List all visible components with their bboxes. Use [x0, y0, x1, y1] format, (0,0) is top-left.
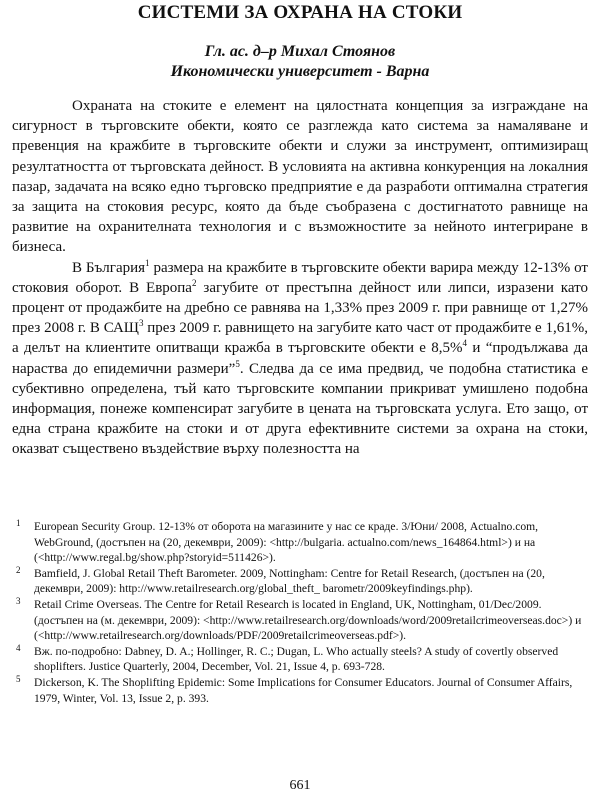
footnote-marker: 5: [235, 358, 240, 369]
footnote-number: 1: [16, 518, 21, 528]
footnote-text: Bamfield, J. Global Retail Theft Barometer. 2009, Nottingham: Centre for Retail Research, (достъпен на (20, декември, 2009): http://www.retailresearch.org/global_theft_ barometr/2009keyfindings.php).: [34, 566, 545, 596]
paragraph-text: размера на кражбите в търговските обекти варира между 12-13% от стоковия оборот. В Европа: [12, 259, 588, 296]
footnote-text: Вж. по-подробно: Dabney, D. A.; Hollinger, R. C.; Dugan, L. Who actually steels? A study of covertly observed shoplifters. Justice Quarterly, 2004, December, Vol. 21, Issue 4, p. 693-728.: [34, 644, 559, 674]
paragraph-text: В България: [72, 259, 146, 276]
author-name: Гл. ас. д–р Михал Стоянов: [204, 43, 396, 60]
footnote: [12, 597, 588, 644]
footnote-text: Retail Crime Overseas. The Centre for Retail Research is located in England, UK, Nottingham, 01/Dec/2009. (достъпен на (м. декември, 2009): <http://www.retailresearch.org/downloads/word/2009retailcrimeoverseas.doc>) и (<http://www.retailresearch.org/downloads/PDF/2009retailcrimeoverseas.pdf>).: [34, 597, 582, 643]
footnote-text: European Security Group. 12-13% от оборота на магазините у нас се краде. 3/Юни/ 2008, Actualno.com, WebGround, (достъпен на (20, декември, 2009): <http://bulgaria. actualno.com/news_164864.html>) и на (<http://www.regal.bg/show.php?storyid=511426>).: [34, 520, 539, 565]
footnote-number: 5: [16, 673, 21, 684]
footnote-number: 3: [16, 595, 21, 606]
paragraph-text: Охраната на стоките е елемент на цялостната концепция за изграждане на сигурност в търговските обекти, която се разглежда като система за намаляване и превенция на кражбите в търговските обекти и служи за инструмент, оптимизиращ резултатността от търговската дейност. В условията на активна конкуренция на локалния пазар, задачата на всяко едно търговско предприятие е да разработи оптимална стратегия за защита на стоковия ресурс, която да бъде съобразена с достигнатото равнище на развитие на охранителната технология и с възможностите за нейното интегриране в бизнеса.: [12, 98, 588, 256]
paragraph-text: и “продължава да нараства до епидемични размери”: [12, 340, 588, 377]
footnote-number: 2: [16, 564, 21, 575]
author-affiliation: Икономически университет - Варна: [170, 63, 430, 80]
paper-title: СИСТЕМИ ЗА ОХРАНА НА СТОКИ: [137, 2, 463, 23]
body-text: [12, 96, 588, 460]
footnote-text: Dickerson, K. The Shoplifting Epidemic: Some Implications for Consumer Educators. Journal of Consumer Affairs, 1979, Winter, Vol. 13, Issue 2, p. 393.: [34, 675, 573, 705]
footnote: [12, 519, 588, 566]
footnotes: [12, 519, 588, 706]
paragraph-text: през 2009 г. равнището на загубите като част от продажбите е 1,61%, а делът на клиентите опитващи кражба в търговските обекти е 8,5%: [12, 320, 589, 357]
footnote-marker: 2: [191, 277, 197, 288]
footnote-marker: 4: [462, 338, 468, 349]
paragraph-text: загубите от престъпна дейност или липси, изразени като процент от продажбите на дребно се равнява на 1,33% през 2009 г. при равнище от 1,27% през 2008 г. В САЩ: [12, 279, 588, 337]
footnote: [12, 566, 588, 597]
footnote-marker: 3: [138, 318, 144, 329]
paragraph-text: . Следва да се има предвид, че подобна статистика е субективно определена, тъй като търговските компании прикриват умишлено подобна информация, понеже компенсират загубите в цената на търговската услуга. Ето защо, от една страна кражбите на стоки и от друга ефективните системи за охрана на стоки, оказват съществено въздействие върху полезността на: [12, 360, 588, 458]
footnote: [12, 644, 588, 675]
page-number: 661: [289, 778, 311, 793]
footnote-number: 4: [16, 642, 21, 653]
body-paragraph: [12, 96, 588, 258]
footnote-marker: 1: [145, 257, 150, 268]
footnote: [12, 675, 588, 706]
body-paragraph: [12, 258, 588, 460]
